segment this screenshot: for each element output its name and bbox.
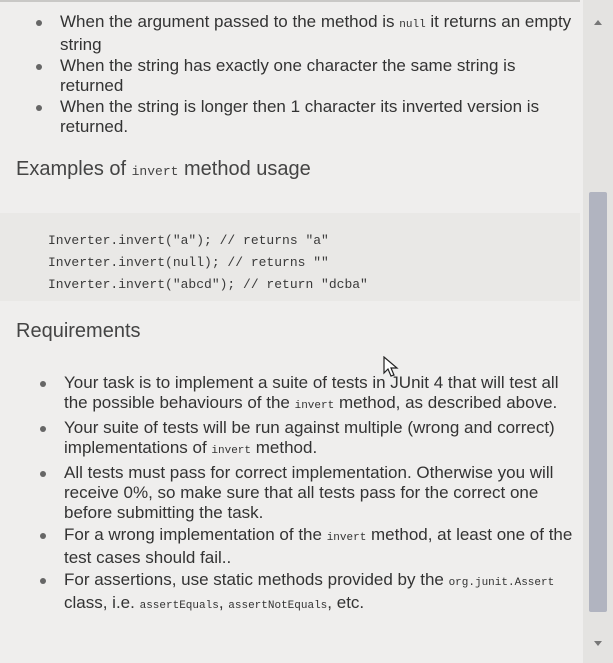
bullet-icon (40, 578, 46, 584)
item-text: When the string is longer then 1 character its inverted version is returned. (60, 97, 540, 136)
inline-code: assertEquals (139, 600, 219, 612)
heading-text: Examples of (16, 158, 132, 180)
scroll-down-arrow-icon[interactable] (591, 636, 605, 650)
list-item (30, 97, 580, 137)
inline-code: null (399, 19, 426, 31)
code-block (0, 213, 580, 301)
inline-code: invert (211, 445, 252, 457)
item-text: , (218, 593, 229, 612)
item-text: it returns an empty string (60, 12, 572, 54)
list-item (34, 373, 582, 416)
list-item (34, 463, 582, 523)
item-text: , etc. (327, 593, 365, 612)
item-text: method. (251, 438, 318, 457)
item-text: For a wrong implementation of the (64, 525, 327, 544)
bullet-icon (40, 381, 46, 387)
vertical-scrollbar[interactable] (583, 0, 613, 663)
bullet-icon (36, 20, 42, 26)
intro-list (30, 12, 580, 138)
code-line: Inverter.invert(null); // returns "" (48, 255, 329, 270)
bullet-icon (36, 64, 42, 70)
bullet-icon (40, 426, 46, 432)
item-text: For assertions, use static methods provided by the (64, 570, 449, 589)
bullet-icon (36, 105, 42, 111)
list-item (34, 570, 582, 616)
item-text: class, i.e. (64, 593, 140, 612)
item-text: When the string has exactly one character the same string is returned (60, 56, 516, 95)
code-line: Inverter.invert("abcd"); // return "dcba" (48, 277, 368, 292)
item-text: method, at least one of the test cases should fail.. (64, 525, 573, 567)
scroll-up-arrow-icon[interactable] (591, 16, 605, 30)
item-text: When the argument passed to the method is (60, 12, 400, 31)
inline-code: org.junit.Assert (448, 577, 555, 589)
list-item (30, 12, 580, 55)
item-text: method, as described above. (334, 393, 558, 412)
inline-code: assertNotEquals (228, 600, 328, 612)
item-text: Your suite of tests will be run against multiple (wrong and correct) implementations of (64, 418, 555, 457)
heading-text: method usage (178, 158, 311, 180)
list-item (34, 525, 582, 568)
scrollbar-thumb[interactable] (589, 192, 607, 612)
code-line: Inverter.invert("a"); // returns "a" (48, 233, 329, 248)
item-text: All tests must pass for correct implementation. Otherwise you will receive 0%, so make sure that all tests pass for the correct one before submitting the task. (64, 463, 554, 522)
requirements-list (34, 373, 582, 618)
examples-heading (16, 158, 311, 181)
inline-code: invert (294, 400, 335, 412)
inline-code: invert (131, 164, 179, 179)
bullet-icon (40, 471, 46, 477)
requirements-heading: Requirements (16, 320, 141, 342)
list-item (34, 418, 582, 461)
item-text: Your task is to implement a suite of tests in JUnit 4 that will test all the possible behaviours of the (64, 373, 559, 412)
inline-code: invert (326, 532, 367, 544)
list-item (30, 56, 580, 96)
bullet-icon (40, 533, 46, 539)
